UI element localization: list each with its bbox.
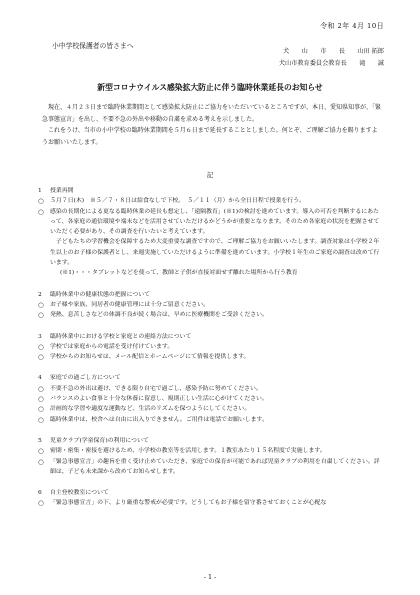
section-health-check — [38, 290, 384, 321]
circle-bullet-icon: ○ — [38, 353, 44, 362]
page-number: - 1 - — [203, 573, 217, 581]
list-item — [38, 404, 384, 414]
list-item — [38, 300, 384, 310]
section-title: 家庭での過ごし方について — [50, 375, 121, 382]
circle-bullet-icon: ○ — [38, 342, 44, 351]
section-number: 5 — [38, 437, 42, 444]
intro-text — [42, 102, 382, 148]
intro-paragraph-2: これをうけ、当市の小中学校の臨時休業期間を５月６日まで延長することとしました。何とぞ、ご理解ご協力を賜りますようお願いいたします。 — [42, 127, 378, 146]
section-heading — [38, 488, 384, 498]
intro-paragraph-1: 現在、４月２３日まで臨時休業期間として感染拡大防止にご協力をいただいているところですが、本日、愛知県知事が、「緊急事態宣言」を出し、不要不急の外出や移動の自粛を求める考えを示しました。 — [42, 104, 381, 123]
section-heading — [38, 290, 384, 300]
circle-bullet-icon: ○ — [38, 499, 44, 508]
list-item-text: お子様や家族、同居者の健康管理には十分ご留意ください。 — [50, 301, 210, 308]
circle-bullet-icon: ○ — [38, 395, 44, 404]
notice-sections — [38, 186, 384, 520]
letter-date: 令和 2年 4月 10日 — [320, 22, 384, 30]
list-item-text: 不要不急の外出は避け、できる限り自宅で過ごし、感染予防に努めてください。 — [50, 385, 262, 392]
list-item-text: ５月７日(木) ※５／７・８日は給食なしで下校。 ５／１１（月）から全日日程で授業を行う。 — [50, 198, 305, 205]
section-number: 3 — [38, 333, 42, 340]
list-item-text: 計画的な学習や適度な運動など、生活のリズムを保つようにしてください。 — [50, 406, 251, 413]
circle-bullet-icon: ○ — [38, 311, 44, 320]
section-contact-methods — [38, 332, 384, 363]
circle-bullet-icon: ○ — [38, 405, 44, 414]
section-heading — [38, 186, 384, 196]
circle-bullet-icon: ○ — [38, 447, 44, 456]
section-class-resumption — [38, 186, 384, 279]
section-heading — [38, 332, 384, 342]
list-item-text: 臨時休業中は、校舎へは自由に出入りできません。ご用件は電話でお願いします。 — [50, 416, 268, 423]
section-number: 4 — [38, 375, 42, 382]
list-item — [38, 207, 384, 238]
list-item — [38, 352, 384, 362]
list-item-text: 学校では家庭からの電話を受け付けています。 — [50, 343, 174, 350]
list-item — [38, 498, 384, 508]
section-self-study-room — [38, 488, 384, 509]
list-item — [38, 196, 384, 206]
list-item-text: 学校からのお知らせは、メール配信とホームページにて情報を提供します。 — [50, 354, 250, 361]
section-home-life — [38, 373, 384, 424]
list-item — [38, 457, 384, 478]
list-item-text: バランスのよい食事と十分な休養に留意し、規則正しい生活に心がけてください。 — [50, 396, 268, 403]
addressee: 小中学校保護者の皆さまへ — [52, 42, 134, 50]
section-number: 1 — [38, 188, 42, 194]
circle-bullet-icon: ○ — [38, 384, 44, 393]
circle-bullet-icon: ○ — [38, 415, 44, 424]
section-after-school-club — [38, 436, 384, 477]
circle-bullet-icon: ○ — [38, 300, 44, 309]
sender-block — [279, 46, 384, 70]
sender-superintendent: 犬山市教育委員会教育長 滝 誠 — [278, 60, 384, 67]
list-item — [38, 415, 384, 425]
sender-mayor: 犬 山 市 長 山田 拓郎 — [283, 48, 384, 55]
list-item — [38, 384, 384, 394]
section-number: 2 — [38, 291, 42, 298]
list-item-text: 感染の長期化による更なる臨時休業の延長も想定し、「遠隔教育」(※1)の検討を進めています。導入の可否を判断するにあたって、各家庭の通信環境や端末などを活用させていただけるかどうかが重要となります。そのため各家庭の状況を把握させていただく必要があり、その調査を行いたいと考えています。 — [50, 208, 380, 236]
section-heading — [38, 373, 384, 383]
section-title: 児童クラブ(学童保育)の利用について — [50, 437, 149, 444]
circle-bullet-icon: ○ — [38, 457, 44, 466]
circle-bullet-icon: ○ — [38, 207, 44, 216]
list-item — [38, 342, 384, 352]
list-item — [38, 310, 384, 320]
section-title: 臨時休業中の健康状態の把握について — [50, 291, 151, 298]
section-title: 授業再開 — [50, 188, 74, 194]
list-item-text: 「緊急事態宣言」の趣旨を重く受け止めていただき、家庭での保育が可能であれば児童クラブの利用を自粛してください。詳細は、子ども未来課から改めてお知らせします。 — [50, 458, 380, 475]
ki-marker: 記 — [206, 171, 214, 179]
list-item-text: 密閉・密集・密接を避けるため、小学校の教室等を活用します。１教室あたり１５名程度で実施します。 — [50, 448, 326, 455]
section-heading — [38, 436, 384, 446]
list-item-text: 「緊急事態宣言」の下、より厳重な警戒が必要です。どうしてもお子様を留守番させておくことが心配な — [50, 500, 327, 507]
document-title: 新型コロナウイルス感染拡大防止に伴う臨時休業延長のお知らせ — [97, 83, 323, 92]
list-item — [38, 446, 384, 456]
section-title: 自主登校教室について — [50, 490, 109, 497]
list-item — [38, 394, 384, 404]
section-title: 臨時休業中における学校と家庭との連絡方法について — [50, 333, 192, 340]
footnote-remote-learning: (※1)・・・タブレットなどを使って、教師と子供が直接対面せず離れた場所から行う教育 — [60, 270, 298, 277]
section-number: 6 — [38, 490, 42, 497]
circle-bullet-icon: ○ — [38, 197, 44, 206]
list-item-text: 発熱、息苦しさなどの体調不良が続く場合は、早めに医療機関をご受診ください。 — [50, 312, 268, 319]
section-paragraph: 子どもたちの学習機会を保障するため大変重要な調査ですので、ご理解ご協力をお願いいたします。調査対象は小学校２年生以上のお子様の保護者とし、来週実施していただけるように準備を進めています。小学校１年生のご家庭の調査は改めて行います。 — [50, 239, 380, 267]
